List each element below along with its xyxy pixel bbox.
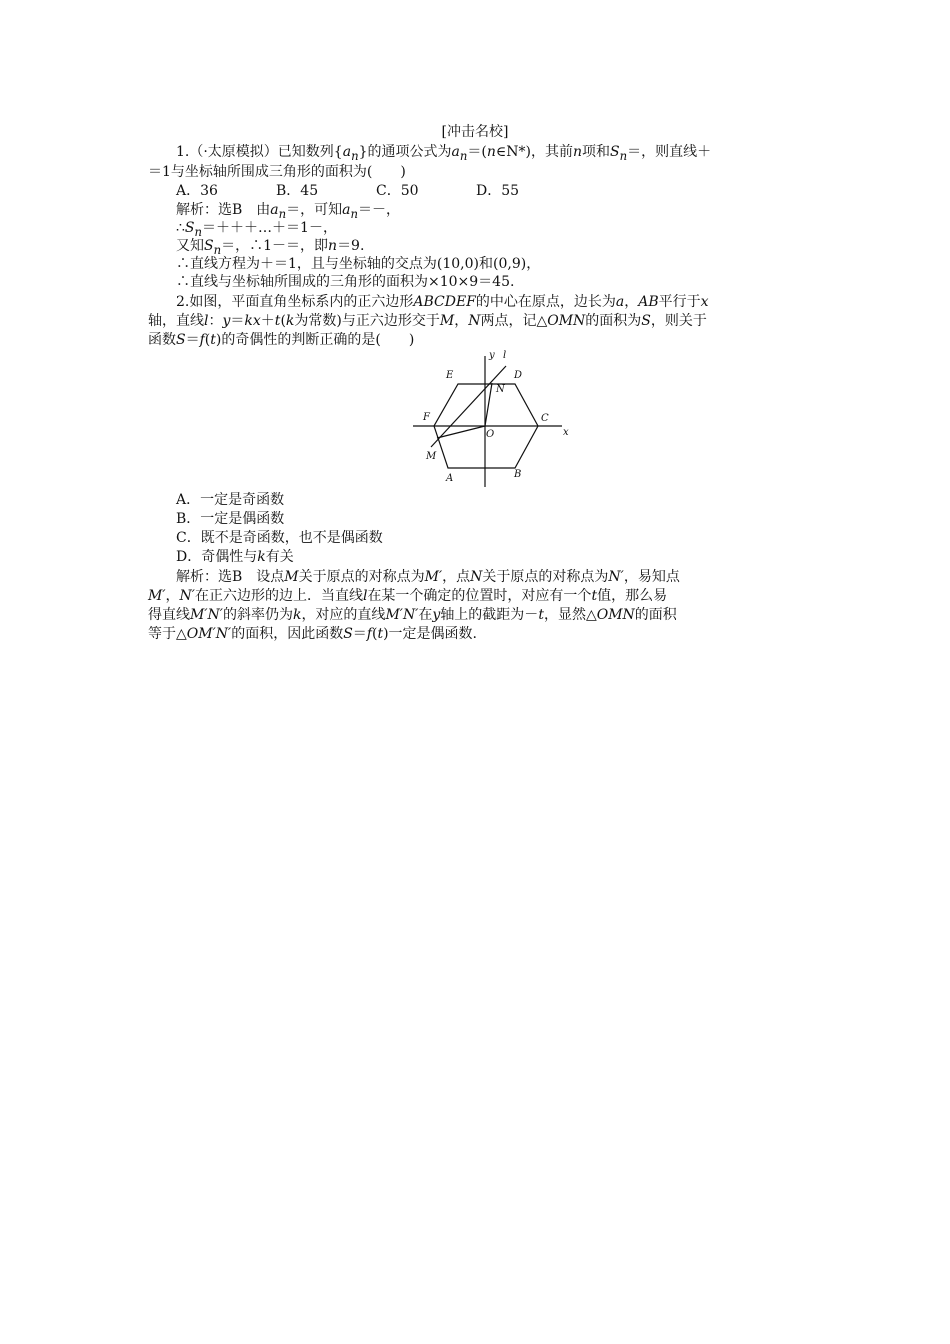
text: D．奇偶性与 (176, 549, 258, 565)
var: f (366, 626, 372, 642)
text: 值，那么易 (597, 588, 668, 604)
text: 关于原点的对称点为 (482, 569, 609, 585)
q2-option-d (176, 547, 294, 567)
subscript: n (213, 242, 222, 257)
var: t (591, 588, 598, 604)
text: }的通项公式为 (358, 144, 452, 160)
text: ＝＋＋＋…＋＝1－， (202, 220, 337, 236)
text: 轴上的截距为－ (440, 607, 539, 623)
var: n (572, 144, 582, 160)
var: a (342, 202, 351, 218)
text: ＝9. (337, 238, 365, 254)
subscript: n (351, 148, 359, 163)
text: 在某一个确定的位置时，对应有一个 (367, 588, 592, 604)
label-e: E (446, 370, 454, 381)
var: S (176, 332, 186, 348)
var: kx (244, 313, 261, 329)
text: 的面积为 (585, 313, 642, 329)
text: 的斜率仍为 (222, 607, 293, 623)
text: 等于△ (148, 626, 187, 642)
text: 又知 (176, 238, 204, 254)
var: M (284, 569, 299, 585)
var: f (199, 332, 205, 348)
text: ，点 (442, 569, 471, 585)
text: 两点，记△ (480, 313, 548, 329)
text: ，易知点 (623, 569, 680, 585)
var: y (432, 607, 441, 623)
var: N′ (608, 569, 624, 585)
text: )的奇偶性的判断正确的是( ) (215, 332, 415, 348)
var: N (470, 569, 483, 585)
q2-solution-2 (148, 586, 667, 606)
text: 有关 (265, 549, 294, 565)
var: a (615, 294, 625, 310)
var: l (362, 588, 368, 604)
text: 项和 (582, 144, 610, 160)
label-b: B (514, 469, 522, 480)
text: ( (204, 332, 211, 348)
var: a (451, 144, 460, 160)
q2-line-1 (176, 292, 709, 312)
q1-line-2: ＝1与坐标轴所围成三角形的面积为( ) (148, 164, 406, 180)
q2-solution-1 (176, 567, 680, 587)
text: 轴，直线 (148, 313, 204, 329)
var: OM′N′ (186, 626, 232, 642)
var: S (343, 626, 353, 642)
text: 解析：选B 由 (176, 202, 271, 218)
var: M (439, 313, 455, 329)
var: S (610, 144, 620, 160)
label-y: y (489, 350, 495, 361)
text: ， (165, 588, 180, 604)
text: ＝ (230, 313, 245, 329)
var: OMN (596, 607, 635, 623)
var: k (257, 549, 266, 565)
var: k (285, 313, 295, 329)
var: n (328, 238, 338, 254)
label-m: M (426, 451, 437, 462)
text: ( (371, 626, 378, 642)
text: ∴ (176, 220, 185, 236)
var: t (377, 626, 384, 642)
text: 函数 (148, 332, 176, 348)
label-d: D (514, 370, 523, 381)
text: ， (624, 294, 639, 310)
var: t (210, 332, 216, 348)
text: ＋ (260, 313, 275, 329)
text: ，对应的直线 (301, 607, 386, 623)
label-o: O (486, 429, 495, 440)
var: n (486, 144, 496, 160)
text: 的面积，因此函数 (231, 626, 344, 642)
text: 的面积 (634, 607, 677, 623)
text: ( (280, 313, 286, 329)
text: )一定是偶函数. (383, 626, 478, 642)
q1-option-c: C．50 (376, 183, 419, 199)
var: OMN (547, 313, 586, 329)
label-c: C (541, 413, 549, 424)
q2-line-3 (148, 330, 414, 350)
var: N′ (179, 588, 195, 604)
q2-option-c: C．既不是奇函数，也不是偶函数 (176, 530, 383, 546)
var: t (538, 607, 544, 623)
var: S (184, 220, 195, 236)
text: 在正六边形的边上．当直线 (194, 588, 363, 604)
subscript: n (350, 206, 359, 221)
q2-solution-4 (148, 624, 477, 644)
text: ＝，∴1－＝，即 (221, 238, 329, 254)
q2-solution-3 (148, 605, 677, 625)
q2-line-2 (148, 311, 707, 331)
q1-solution-4: ∴直线方程为＋＝1，且与坐标轴的交点为(10,0)和(0,9)， (176, 256, 541, 272)
q1-solution-5: ∴直线与坐标轴所围成的三角形的面积为×10×9＝45. (176, 274, 515, 290)
text: 2.如图，平面直角坐标系内的正六边形 (176, 294, 414, 310)
subscript: n (619, 148, 628, 163)
label-n: N (496, 384, 505, 395)
var: l (204, 313, 209, 329)
text: ＝ (185, 332, 200, 348)
text: ＝，可知 (286, 202, 343, 218)
var: k (292, 607, 302, 623)
segment-on (485, 383, 492, 426)
text: 的中心在原点，边长为 (475, 294, 616, 310)
text: 1.（·太原模拟）已知数列{ (176, 144, 343, 160)
text: ∈N*)，其前 (495, 144, 573, 160)
text: 关于原点的对称点为 (298, 569, 425, 585)
text: ＝( (467, 144, 487, 160)
subscript: n (459, 148, 468, 163)
var: a (342, 144, 352, 160)
q1-option-d: D．55 (476, 183, 520, 199)
text: 得直线 (148, 607, 190, 623)
q1-option-a: A．36 (176, 183, 218, 199)
q1-options (176, 181, 519, 201)
var: ABCDEF (413, 294, 476, 310)
text: ＝ (352, 626, 367, 642)
text: ，显然△ (543, 607, 597, 623)
section-title: [冲击名校] (441, 124, 509, 140)
var: M′N′ (190, 607, 223, 623)
text: ＝，则直线＋ (627, 144, 712, 160)
var: N (468, 313, 481, 329)
text: ， (454, 313, 469, 329)
hexagon-figure (410, 346, 574, 488)
var: AB (638, 294, 659, 310)
var: S (641, 313, 651, 329)
text: 平行于 (658, 294, 701, 310)
subscript: n (194, 224, 203, 239)
text: ，则关于 (650, 313, 707, 329)
text: ＝－， (358, 202, 401, 218)
label-f: F (423, 412, 430, 423)
var: t (274, 313, 281, 329)
var: M′N′ (385, 607, 419, 623)
text: 解析：选B 设点 (176, 569, 285, 585)
subscript: n (278, 206, 287, 221)
var: S (204, 238, 214, 254)
label-x: x (563, 427, 569, 438)
line-l (431, 366, 506, 447)
label-l: l (503, 350, 507, 361)
var: y (222, 313, 231, 329)
q2-option-b: B．一定是偶函数 (176, 511, 285, 527)
var: x (700, 294, 709, 310)
var: M′ (424, 569, 443, 585)
text: 在 (418, 607, 433, 623)
var: M′ (148, 588, 166, 604)
label-a: A (446, 473, 454, 484)
q1-option-b: B．45 (276, 183, 319, 199)
text: 为常数)与正六边形交于 (294, 313, 440, 329)
q2-option-a: A．一定是奇函数 (176, 492, 285, 508)
text: ： (208, 313, 223, 329)
var: a (270, 202, 279, 218)
